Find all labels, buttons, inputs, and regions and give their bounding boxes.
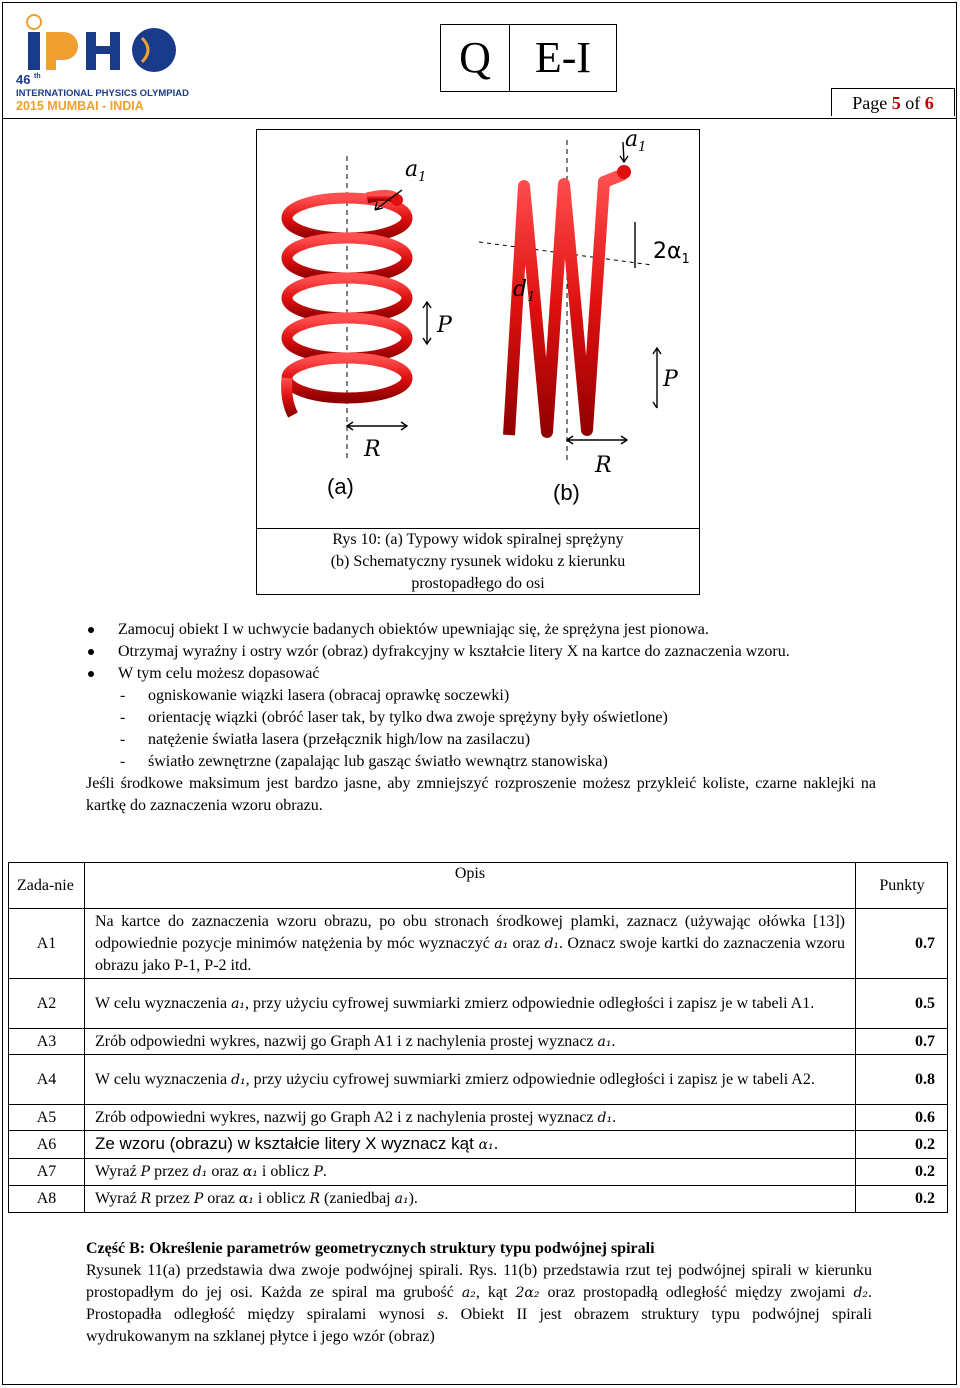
task-desc: Zrób odpowiedni wykres, nazwij go Graph A1 i z nachylenia prostej wyznacz a₁.	[85, 1029, 856, 1055]
logo-letter-h	[86, 32, 120, 70]
tasks-table	[8, 862, 948, 1213]
question-label: Q	[441, 25, 510, 91]
task-id: A8	[9, 1186, 85, 1213]
task-id: A1	[9, 909, 85, 979]
logo-letter-i	[28, 32, 40, 70]
task-id: A2	[9, 979, 85, 1029]
label-P-right: P	[663, 367, 678, 392]
panel-b-label: (b)	[553, 480, 580, 505]
figure-box	[256, 129, 700, 595]
table-row	[9, 909, 948, 979]
task-points: 0.5	[856, 979, 948, 1029]
table-row	[9, 1105, 948, 1131]
logo-number: 46	[16, 72, 31, 87]
task-desc: Wyraź P przez d₁ oraz α₁ i oblicz P.	[85, 1159, 856, 1186]
label-P-left: P	[437, 313, 452, 338]
task-id: A6	[9, 1131, 85, 1159]
task-points: 0.7	[856, 1029, 948, 1055]
task-points: 0.8	[856, 1055, 948, 1105]
task-id: A4	[9, 1055, 85, 1105]
table-row	[9, 1159, 948, 1186]
question-id-box	[440, 24, 617, 92]
instructions	[86, 619, 876, 817]
logo-line2: 2015 MUMBAI - INDIA	[16, 99, 144, 113]
task-desc: W celu wyznaczenia a₁, przy użyciu cyfrowej suwmiarki zmierz odpowiednie odległości i zapisz je w tabeli A1.	[85, 979, 856, 1029]
spring-b-illustration	[479, 140, 652, 460]
header-points: Punkty	[856, 863, 948, 909]
panel-a-label: (a)	[327, 474, 354, 499]
header-task: Zada-nie	[9, 863, 85, 909]
table-row	[9, 1029, 948, 1055]
task-id: A7	[9, 1159, 85, 1186]
page-current: 5	[891, 93, 901, 113]
task-desc: Wyraź R przez P oraz α₁ i oblicz R (zaniedbaj a₁).	[85, 1186, 856, 1213]
task-desc: Ze wzoru (obrazu) w kształcie litery X wyznacz kąt α₁.	[85, 1131, 856, 1159]
spring-a-illustration	[287, 156, 407, 460]
table-row	[9, 979, 948, 1029]
part-b-title: Część B: Określenie parametrów geometrycznych struktury typu podwójnej spirali	[86, 1240, 655, 1257]
part-b-section	[86, 1238, 872, 1348]
instruction-dash: - ogniskowanie wiązki lasera (obracaj oprawkę soczewki)	[86, 685, 876, 707]
logo-sun-icon	[27, 15, 41, 29]
table-row	[9, 1055, 948, 1105]
task-points: 0.7	[856, 909, 948, 979]
page-total: 6	[924, 93, 934, 113]
logo-letter-p	[46, 32, 78, 70]
spring-figure	[257, 130, 699, 528]
experiment-label: E-I	[534, 33, 592, 82]
logo-globe-icon	[132, 28, 176, 72]
task-points: 0.2	[856, 1159, 948, 1186]
instruction-bullet: Otrzymaj wyraźny i ostry wzór (obraz) dyfrakcyjny w kształcie litery X na kartce do zaznaczenia wzoru.	[86, 641, 876, 663]
caption-line1: Rys 10: (a) Typowy widok spiralnej sprężyny	[332, 531, 624, 548]
instruction-note: Jeśli środkowe maksimum jest bardzo jasne, aby zmniejszyć rozproszenie możesz przykleić koliste, czarne naklejki na kartkę do zaznaczenia wzoru obrazu.	[86, 775, 876, 814]
page-prefix: Page	[852, 93, 888, 113]
instruction-dash: - orientację wiązki (obróć laser tak, by tylko dwa zwoje sprężyny były oświetlone)	[86, 707, 876, 729]
ipho-logo	[14, 10, 214, 114]
page-indicator	[831, 88, 955, 116]
label-2alpha1: $2\alpha_1$	[653, 239, 690, 267]
task-id: A3	[9, 1029, 85, 1055]
task-desc: W celu wyznaczenia d₁, przy użyciu cyfrowej suwmiarki zmierz odpowiednie odległości i zapisz je w tabeli A2.	[85, 1055, 856, 1105]
label-d1: $d_1$	[513, 277, 536, 305]
task-desc: Zrób odpowiedni wykres, nazwij go Graph A2 i z nachylenia prostej wyznacz d₁.	[85, 1105, 856, 1131]
instruction-bullet: Zamocuj obiekt I w uchwycie badanych obiektów upewniając się, że sprężyna jest pionowa.	[86, 619, 876, 641]
instruction-bullet: W tym celu możesz dopasować	[86, 663, 876, 685]
task-desc: Na kartce do zaznaczenia wzoru obrazu, po obu stronach środkowej plamki, zaznacz (używając ołówka [13]) odpowiednie pozycje minimów natężenia by móc wyznaczyć a₁ oraz d₁. Oznacz swoje kartki do zaznaczenia wzoru obrazu jako P-1, P-2 itd.	[85, 909, 856, 979]
task-id: A5	[9, 1105, 85, 1131]
figure-caption	[257, 528, 699, 595]
label-R-left: R	[364, 437, 381, 462]
header-desc: Opis	[85, 863, 856, 909]
caption-line2: (b) Schematyczny rysunek widoku z kierunku	[330, 553, 626, 570]
label-a1-left: $a_1$	[405, 157, 427, 185]
table-row	[9, 1186, 948, 1213]
page-of: of	[905, 93, 921, 113]
logo-line1: INTERNATIONAL PHYSICS OLYMPIAD	[16, 88, 189, 99]
instruction-dash: - światło zewnętrzne (zapalając lub gasząc światło wewnątrz stanowiska)	[86, 751, 876, 773]
label-a1-right: $a_1$	[625, 130, 647, 155]
logo-number-sup: th	[34, 73, 41, 80]
label-R-right: R	[595, 453, 612, 478]
instruction-dash: - natężenie światła lasera (przełącznik high/low na zasilaczu)	[86, 729, 876, 751]
task-points: 0.6	[856, 1105, 948, 1131]
part-b-paragraph: Rysunek 11(a) przedstawia dwa zwoje podwójnej spirali. Rys. 11(b) przedstawia rzut tej podwójnej spirali w kierunku prostopadłym do jej osi. Każda ze spiral ma grubość a₂, kąt 2α₂ oraz prostopadłą odległość między zwojami d₂. Prostopadła odległość między spiralami wynosi s. Obiekt II jest obrazem struktury typu podwójnej spirali wydrukowanym na szklanej płytce i jego wzór (obraz)	[86, 1262, 873, 1345]
table-row	[9, 1131, 948, 1159]
task-points: 0.2	[856, 1186, 948, 1213]
caption-line3: prostopadłego do osi	[411, 575, 545, 592]
page-header	[2, 2, 957, 119]
task-points: 0.2	[856, 1131, 948, 1159]
dimension-arrows	[347, 142, 661, 444]
